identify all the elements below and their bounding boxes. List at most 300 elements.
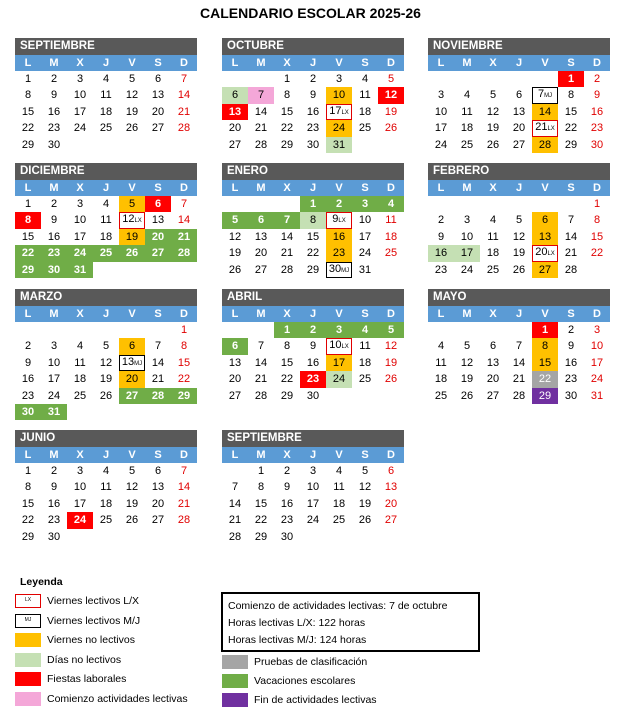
day-cell: 12 xyxy=(460,356,474,369)
empty-cell xyxy=(378,529,404,545)
day-cell: 28 xyxy=(512,389,526,402)
empty-cell xyxy=(67,404,93,420)
weekday-header xyxy=(428,180,610,196)
day-cell: 3 xyxy=(76,465,84,477)
day-cell: 15 xyxy=(564,105,578,118)
day-cell: 18 xyxy=(73,373,87,386)
day-cell: 27 xyxy=(228,138,242,151)
day-cell: 29 xyxy=(171,388,197,404)
day-cell: 17 xyxy=(590,356,604,369)
legend-swatch: MJ xyxy=(15,614,41,628)
weekday-label: J xyxy=(102,449,110,461)
weekday-label: X xyxy=(283,182,291,194)
day-cell: 9LX xyxy=(326,212,352,228)
day-cell: 10 xyxy=(306,481,320,494)
weekday-header xyxy=(428,55,610,71)
day-cell: 8 xyxy=(283,89,291,102)
day-cell: 14 xyxy=(177,214,191,227)
day-cell: 7 xyxy=(180,73,188,85)
day-cell: 9 xyxy=(593,89,601,102)
month-name: FEBRERO xyxy=(428,163,610,180)
day-cell: 11 xyxy=(74,356,86,369)
day-cell: 3 xyxy=(335,73,343,85)
day-cell: 20 xyxy=(512,122,526,135)
weekday-label: M xyxy=(462,57,472,69)
day-cell: 10 xyxy=(326,87,352,103)
legend-label: Comienzo actividades lectivas xyxy=(47,692,188,705)
day-cell: 15 xyxy=(306,230,320,243)
weekday-label: V xyxy=(335,182,343,194)
day-cell: 25 xyxy=(434,389,448,402)
day-cell: 6 xyxy=(145,196,171,212)
weekday-label: V xyxy=(541,182,549,194)
day-cell: 21LX xyxy=(532,120,558,136)
day-cell: 4 xyxy=(102,73,110,85)
legend-label: Pruebas de clasificación xyxy=(254,656,368,668)
day-cell: 17 xyxy=(73,497,87,510)
weekday-label: J xyxy=(515,182,523,194)
empty-cell xyxy=(145,137,171,153)
weekday-label: X xyxy=(76,182,84,194)
day-cell: 2 xyxy=(593,73,601,85)
empty-cell xyxy=(248,71,274,87)
weekday-label: V xyxy=(128,182,136,194)
day-cell: 12 xyxy=(99,356,113,369)
day-cell: 23 xyxy=(590,122,604,135)
empty-cell xyxy=(378,388,404,404)
day-cell: 14 xyxy=(512,356,526,369)
weekday-header xyxy=(15,55,197,71)
day-cell: 21 xyxy=(228,514,242,527)
month-2 xyxy=(428,38,610,153)
empty-cell xyxy=(428,322,454,338)
day-cell: 4 xyxy=(361,73,369,85)
day-cell: 19 xyxy=(119,229,145,245)
day-cell: 13 xyxy=(151,214,165,227)
day-cell: 18 xyxy=(486,247,500,260)
day-cell: 26 xyxy=(119,245,145,261)
day-cell: 23 xyxy=(564,373,578,386)
day-cell: 26 xyxy=(384,373,398,386)
empty-cell xyxy=(352,388,378,404)
day-cell: 17 xyxy=(306,497,320,510)
day-cell: 16 xyxy=(326,229,352,245)
empty-cell xyxy=(558,196,584,212)
month-name: JUNIO xyxy=(15,430,197,447)
day-cell: 23 xyxy=(434,263,448,276)
day-cell: 11 xyxy=(100,214,112,227)
day-cell: 12 xyxy=(358,481,372,494)
day-cell: 20 xyxy=(384,497,398,510)
day-grid xyxy=(428,322,610,404)
day-cell: 15 xyxy=(177,356,191,369)
day-cell: 5 xyxy=(128,73,136,85)
day-grid xyxy=(15,463,197,545)
day-cell: 28 xyxy=(532,137,558,153)
legend-label: Fin de actividades lectivas xyxy=(254,694,377,706)
empty-cell xyxy=(454,322,480,338)
empty-cell xyxy=(352,529,378,545)
day-cell: 12 xyxy=(125,481,139,494)
day-cell: 3 xyxy=(593,324,601,336)
day-cell: 10 xyxy=(73,89,87,102)
month-8 xyxy=(428,289,610,404)
legend-item xyxy=(15,633,135,647)
legend-item xyxy=(15,653,121,667)
weekday-header xyxy=(222,55,404,71)
empty-cell xyxy=(67,529,93,545)
weekday-label: D xyxy=(180,182,188,194)
day-cell: 15 xyxy=(590,230,604,243)
day-cell: 24 xyxy=(67,512,93,528)
empty-cell xyxy=(67,137,93,153)
weekday-label: S xyxy=(154,308,162,320)
day-cell: 11 xyxy=(435,356,447,369)
day-cell: 29 xyxy=(280,138,294,151)
day-cell: 8 xyxy=(567,89,575,102)
day-cell: 27 xyxy=(384,514,398,527)
weekday-label: J xyxy=(309,449,317,461)
empty-cell xyxy=(326,388,352,404)
day-grid xyxy=(428,71,610,153)
day-cell: 11 xyxy=(359,340,371,353)
empty-cell xyxy=(532,196,558,212)
day-cell: 9 xyxy=(50,214,58,227)
day-cell: 21 xyxy=(171,229,197,245)
day-cell: 6 xyxy=(532,212,558,228)
day-cell: 12 xyxy=(378,87,404,103)
day-cell: 16 xyxy=(428,245,454,261)
day-cell: 8 xyxy=(257,481,265,494)
day-cell: 26 xyxy=(358,514,372,527)
day-cell: 8 xyxy=(24,481,32,494)
empty-cell xyxy=(248,322,274,338)
day-cell: 8 xyxy=(283,340,291,353)
day-cell: 4 xyxy=(76,340,84,353)
day-cell: 18 xyxy=(434,373,448,386)
weekday-label: S xyxy=(361,449,369,461)
weekday-label: D xyxy=(387,308,395,320)
day-cell: 25 xyxy=(99,514,113,527)
legend-label: Días no lectivos xyxy=(47,653,122,666)
day-cell: 13 xyxy=(228,356,242,369)
day-grid xyxy=(428,196,610,278)
day-cell: 7 xyxy=(515,340,523,353)
day-cell: 16 xyxy=(306,105,320,118)
day-cell: 2 xyxy=(300,322,326,338)
empty-cell xyxy=(454,196,480,212)
legend-swatch xyxy=(15,633,41,647)
day-cell: 7 xyxy=(231,481,239,494)
weekday-label: V xyxy=(335,449,343,461)
day-cell: 26 xyxy=(125,514,139,527)
day-cell: 18 xyxy=(99,105,113,118)
day-cell: 4 xyxy=(489,214,497,227)
info-box xyxy=(221,592,480,652)
weekday-label: X xyxy=(76,449,84,461)
day-cell: 9 xyxy=(309,340,317,353)
empty-cell xyxy=(119,404,145,420)
day-cell: 7MJ xyxy=(532,87,558,103)
day-cell: 22 xyxy=(15,245,41,261)
day-cell: 21 xyxy=(512,373,526,386)
day-cell: 2 xyxy=(24,340,32,353)
day-cell: 18 xyxy=(384,230,398,243)
day-cell: 23 xyxy=(41,245,67,261)
weekday-label: S xyxy=(361,57,369,69)
weekday-label: J xyxy=(102,182,110,194)
weekday-label: L xyxy=(231,308,239,320)
day-cell: 1 xyxy=(274,322,300,338)
day-cell: 22 xyxy=(564,122,578,135)
weekday-label: V xyxy=(128,57,136,69)
day-cell: 26 xyxy=(125,122,139,135)
day-cell: 1 xyxy=(593,198,601,210)
day-cell: 27 xyxy=(512,138,526,151)
day-cell: 9 xyxy=(24,356,32,369)
day-cell: 13 xyxy=(151,89,165,102)
weekday-label: D xyxy=(387,57,395,69)
empty-cell xyxy=(378,137,404,153)
legend-swatch xyxy=(222,693,248,707)
empty-cell xyxy=(67,322,93,338)
weekday-label: M xyxy=(49,308,59,320)
day-cell: 9 xyxy=(50,89,58,102)
day-cell: 12 xyxy=(512,230,526,243)
day-cell: 7 xyxy=(274,212,300,228)
empty-cell xyxy=(93,322,119,338)
empty-cell xyxy=(222,196,248,212)
empty-cell xyxy=(506,71,532,87)
weekday-label: V xyxy=(128,308,136,320)
weekday-label: S xyxy=(154,449,162,461)
day-cell: 8 xyxy=(532,338,558,354)
weekday-label: S xyxy=(154,57,162,69)
day-cell: 6 xyxy=(154,465,162,477)
month-3 xyxy=(15,163,197,278)
month-name: ENERO xyxy=(222,163,404,180)
weekday-label: L xyxy=(437,57,445,69)
day-grid xyxy=(15,196,197,278)
day-cell: 14 xyxy=(228,497,242,510)
month-7 xyxy=(222,289,404,404)
weekday-label: D xyxy=(180,449,188,461)
day-cell: 15 xyxy=(280,356,294,369)
day-cell: 26 xyxy=(460,389,474,402)
day-cell: 30 xyxy=(15,404,41,420)
weekday-label: J xyxy=(309,182,317,194)
legend-swatch xyxy=(222,674,248,688)
weekday-label: J xyxy=(515,57,523,69)
day-cell: 22 xyxy=(254,514,268,527)
empty-cell xyxy=(300,529,326,545)
weekday-label: S xyxy=(154,182,162,194)
legend-swatch xyxy=(15,653,41,667)
legend-swatch: LX xyxy=(15,594,41,608)
day-cell: 6 xyxy=(154,73,162,85)
day-cell: 19 xyxy=(125,497,139,510)
day-cell: 17 xyxy=(326,355,352,371)
day-cell: 22 xyxy=(532,371,558,387)
day-cell: 15 xyxy=(21,105,35,118)
day-cell: 5 xyxy=(119,196,145,212)
day-cell: 28 xyxy=(145,388,171,404)
weekday-header xyxy=(15,306,197,322)
weekday-label: D xyxy=(593,308,601,320)
day-cell: 18 xyxy=(332,497,346,510)
day-cell: 14 xyxy=(532,104,558,120)
day-cell: 29 xyxy=(564,138,578,151)
day-cell: 12 xyxy=(228,230,242,243)
day-cell: 21 xyxy=(177,497,191,510)
month-6 xyxy=(15,289,197,420)
weekday-label: L xyxy=(24,449,32,461)
day-cell: 13 xyxy=(254,230,268,243)
day-cell: 16 xyxy=(306,356,320,369)
day-cell: 24 xyxy=(590,373,604,386)
weekday-label: X xyxy=(489,182,497,194)
weekday-header xyxy=(428,306,610,322)
legend-label: Viernes lectivos M/J xyxy=(47,614,141,627)
day-cell: 13 xyxy=(532,229,558,245)
empty-cell xyxy=(93,262,119,278)
day-grid xyxy=(222,71,404,153)
empty-cell xyxy=(171,404,197,420)
day-cell: 27 xyxy=(151,514,165,527)
day-cell: 5 xyxy=(222,212,248,228)
day-cell: 7 xyxy=(248,87,274,103)
day-cell: 6 xyxy=(119,338,145,354)
day-cell: 3 xyxy=(437,89,445,102)
legend-item xyxy=(15,594,139,608)
weekday-label: X xyxy=(489,57,497,69)
legend-item xyxy=(15,614,140,628)
day-cell: 24 xyxy=(306,514,320,527)
empty-cell xyxy=(584,262,610,278)
day-cell: 25 xyxy=(358,122,372,135)
empty-cell xyxy=(480,322,506,338)
day-cell: 22 xyxy=(21,122,35,135)
day-cell: 28 xyxy=(254,389,268,402)
day-cell: 1 xyxy=(24,465,32,477)
empty-cell xyxy=(480,196,506,212)
day-cell: 24 xyxy=(326,371,352,387)
day-cell: 18 xyxy=(99,497,113,510)
day-cell: 21 xyxy=(254,373,268,386)
day-cell: 22 xyxy=(280,122,294,135)
day-cell: 29 xyxy=(532,388,558,404)
day-cell: 23 xyxy=(326,245,352,261)
day-cell: 19 xyxy=(460,373,474,386)
empty-cell xyxy=(171,262,197,278)
legend-swatch xyxy=(222,655,248,669)
day-cell: 4 xyxy=(352,322,378,338)
weekday-label: J xyxy=(309,57,317,69)
day-cell: 27 xyxy=(228,389,242,402)
empty-cell xyxy=(119,529,145,545)
day-cell: 30 xyxy=(47,138,61,151)
day-cell: 23 xyxy=(306,122,320,135)
weekday-label: J xyxy=(515,308,523,320)
empty-cell xyxy=(248,196,274,212)
page-title: CALENDARIO ESCOLAR 2025-26 xyxy=(200,5,421,21)
empty-cell xyxy=(506,322,532,338)
day-cell: 5 xyxy=(489,89,497,102)
weekday-label: D xyxy=(593,57,601,69)
day-cell: 4 xyxy=(335,465,343,477)
day-cell: 21 xyxy=(177,105,191,118)
day-cell: 5 xyxy=(463,340,471,353)
day-cell: 28 xyxy=(564,263,578,276)
day-cell: 14 xyxy=(280,230,294,243)
day-grid xyxy=(15,71,197,153)
day-cell: 5 xyxy=(102,340,110,353)
day-cell: 16 xyxy=(47,230,61,243)
day-cell: 2 xyxy=(437,214,445,227)
day-cell: 3 xyxy=(309,465,317,477)
empty-cell xyxy=(532,71,558,87)
day-cell: 24 xyxy=(67,245,93,261)
day-cell: 1 xyxy=(24,73,32,85)
empty-cell xyxy=(93,529,119,545)
weekday-header xyxy=(15,447,197,463)
day-cell: 23 xyxy=(300,371,326,387)
day-cell: 8 xyxy=(24,89,32,102)
empty-cell xyxy=(378,262,404,278)
empty-cell xyxy=(274,196,300,212)
weekday-label: D xyxy=(180,308,188,320)
day-cell: 23 xyxy=(21,389,35,402)
empty-cell xyxy=(119,322,145,338)
legend-label: Fiestas laborales xyxy=(47,673,127,685)
legend-swatch xyxy=(15,672,41,686)
day-cell: 14 xyxy=(254,105,268,118)
day-cell: 10 xyxy=(434,105,448,118)
day-cell: 1 xyxy=(532,322,558,338)
day-cell: 1 xyxy=(24,198,32,210)
day-cell: 1 xyxy=(180,324,188,336)
weekday-label: V xyxy=(541,57,549,69)
weekday-label: S xyxy=(567,57,575,69)
weekday-label: L xyxy=(24,57,32,69)
weekday-header xyxy=(222,447,404,463)
weekday-header xyxy=(222,180,404,196)
day-cell: 21 xyxy=(280,247,294,260)
weekday-label: S xyxy=(361,182,369,194)
empty-cell xyxy=(222,322,248,338)
day-cell: 17 xyxy=(358,230,372,243)
empty-cell xyxy=(352,137,378,153)
weekday-label: L xyxy=(231,449,239,461)
day-cell: 6 xyxy=(387,465,395,477)
day-cell: 1 xyxy=(558,71,584,87)
day-cell: 27 xyxy=(532,262,558,278)
day-cell: 19 xyxy=(384,356,398,369)
day-cell: 14 xyxy=(254,356,268,369)
day-cell: 30 xyxy=(280,530,294,543)
day-cell: 22 xyxy=(280,373,294,386)
day-cell: 30 xyxy=(564,389,578,402)
empty-cell xyxy=(506,196,532,212)
day-cell: 11 xyxy=(359,89,371,102)
day-cell: 23 xyxy=(47,514,61,527)
day-cell: 19 xyxy=(512,247,526,260)
day-cell: 4 xyxy=(378,196,404,212)
empty-cell xyxy=(145,322,171,338)
day-cell: 6 xyxy=(489,340,497,353)
day-cell: 17 xyxy=(454,245,480,261)
day-cell: 16 xyxy=(47,497,61,510)
